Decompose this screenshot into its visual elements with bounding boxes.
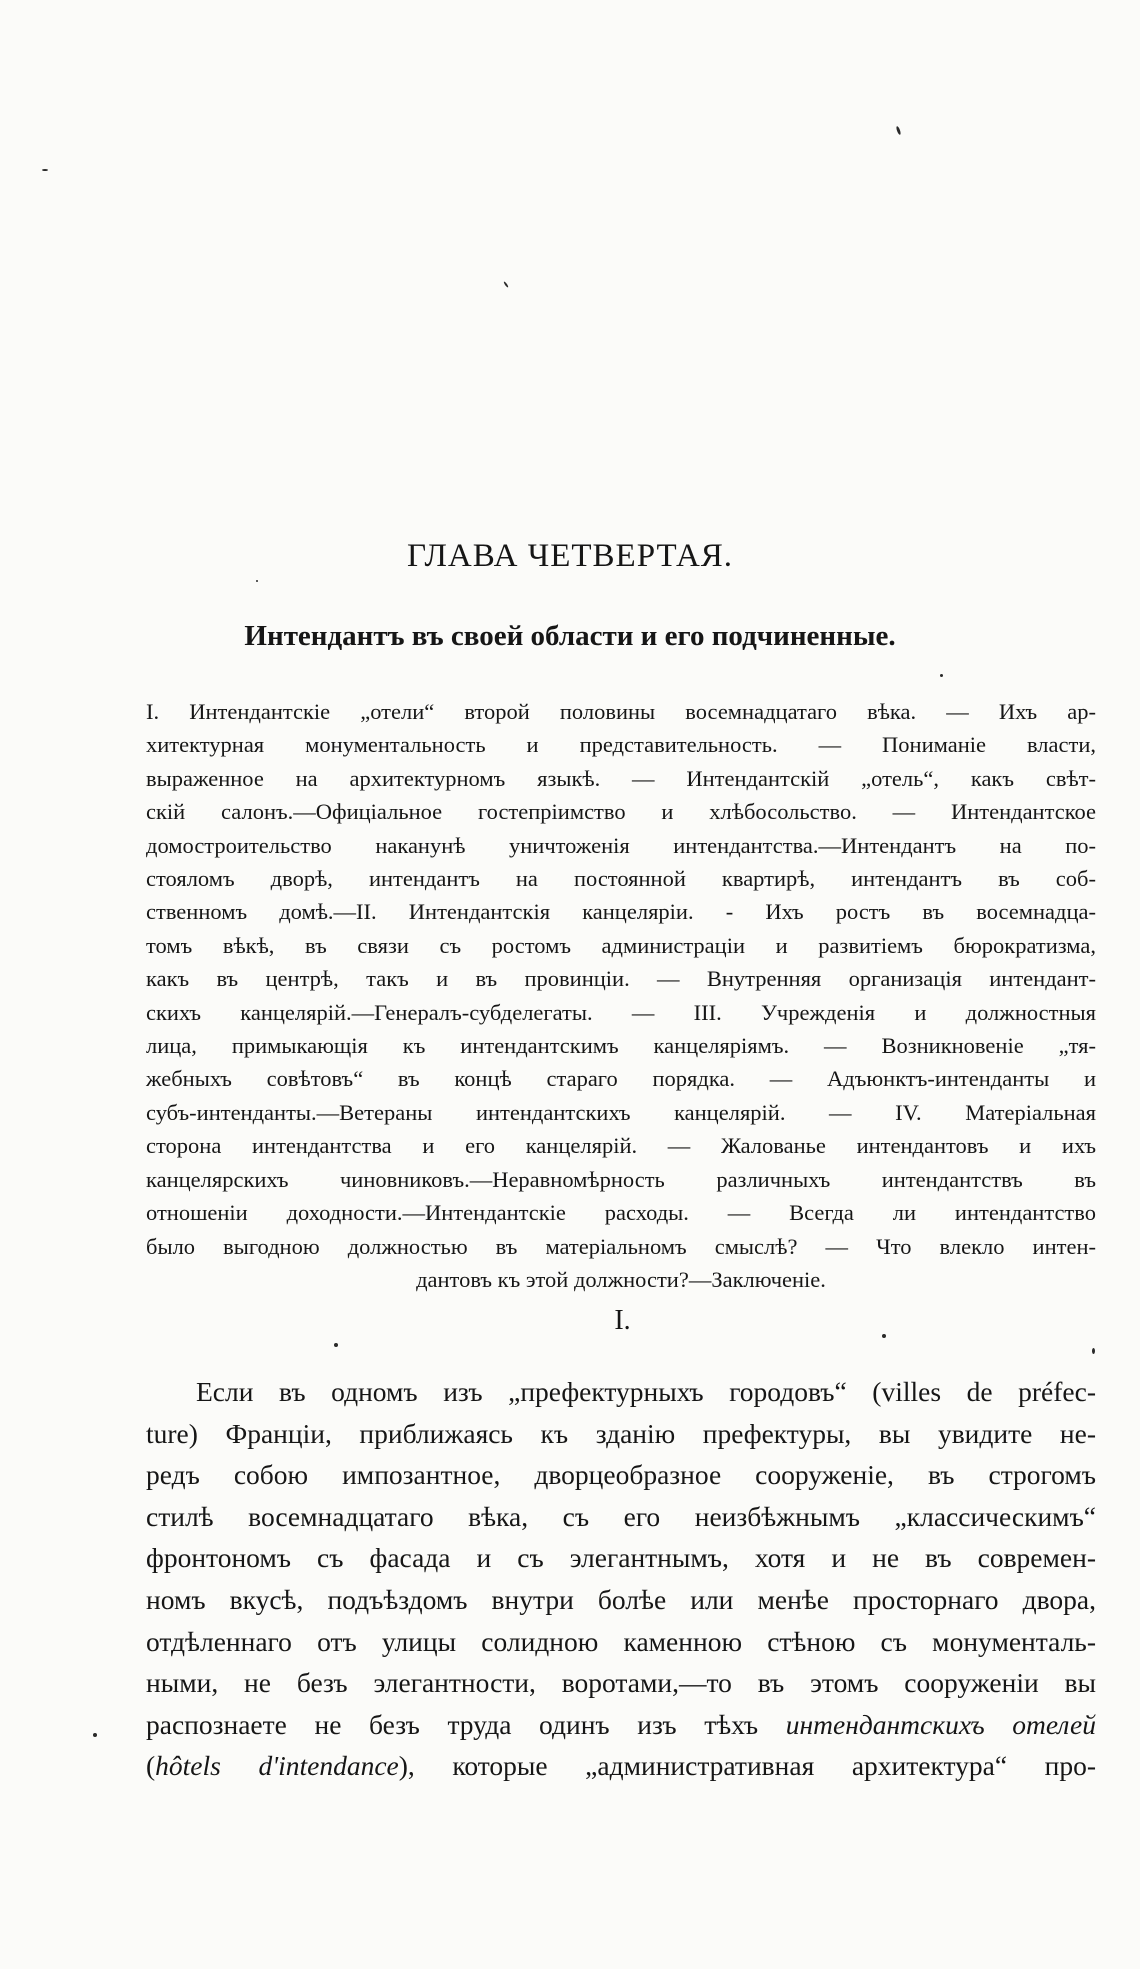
summary-line: дантовъ къ этой должности?—Заключеніе. [416, 1266, 826, 1292]
section-number: I. [614, 1305, 631, 1336]
body-text-run: ), которые „административная архитектура“ про- [398, 1750, 1097, 1782]
body-line: Если въ одномъ изъ „префектурныхъ городовъ“ (villes de préfec- [196, 1376, 1096, 1407]
scan-speck [334, 1343, 338, 1347]
body-text-run: распознаете не безъ труда одинъ изъ тѣхъ [146, 1708, 786, 1740]
body-line [146, 1745, 1096, 1787]
chapter-subtitle: Интендантъ въ своей области и его подчиненные. [244, 620, 896, 652]
summary-line: лица, примыкающія къ интендантскимъ канцеляріямъ. — Возникновеніе „тя- [146, 1033, 1096, 1059]
scan-speck [42, 169, 48, 171]
summary-line: выраженное на архитектурномъ языкѣ. — Интендантскій „отель“, какъ свѣт- [146, 765, 1096, 791]
summary-line: сторона интендантства и его канцелярій. — Жалованье интендантовъ и ихъ [146, 1133, 1096, 1159]
body-line: ными, не безъ элегантности, воротами,—то въ этомъ сооруженіи вы [146, 1667, 1096, 1699]
body-line: ture) Франціи, приближаясь къ зданію префектуры, вы увидите не- [146, 1417, 1096, 1449]
italic-term: hôtels d'intendance [155, 1750, 399, 1782]
body-line: номъ вкусѣ, подъѣздомъ внутри болѣе или менѣе просторнаго двора, [146, 1583, 1096, 1615]
scan-speck [896, 126, 902, 135]
scan-speck [93, 1733, 97, 1737]
chapter-title: ГЛАВА ЧЕТВЕРТАЯ. [406, 538, 734, 574]
summary-line: отношеніи доходности.—Интендантскіе расходы. — Всегда ли интендантство [146, 1200, 1096, 1226]
summary-line: домостроительство наканунѣ уничтоженія интендантства.—Интендантъ на по- [146, 832, 1096, 858]
body-line: фронтономъ съ фасада и съ элегантнымъ, хотя и не въ современ- [146, 1542, 1096, 1574]
body-paragraph [146, 1371, 1096, 1787]
summary-line: стояломъ дворѣ, интендантъ на постоянной квартирѣ, интендантъ въ соб- [146, 866, 1096, 892]
summary-line: I. Интендантскіе „отели“ второй половины восемнадцатаго вѣка. — Ихъ ар- [146, 699, 1096, 724]
scan-speck [940, 674, 943, 677]
body-line [146, 1704, 1096, 1746]
summary-line: канцелярскихъ чиновниковъ.—Неравномѣрность различныхъ интендантствъ въ [146, 1166, 1096, 1192]
summary-line: какъ въ центрѣ, такъ и въ провинціи. — Внутренняя организація интендант- [146, 966, 1096, 992]
body-line: редъ собою импозантное, дворцеобразное сооруженіе, въ строгомъ [146, 1459, 1096, 1491]
body-line: отдѣленнаго отъ улицы солидною каменною стѣною съ монументаль- [146, 1625, 1096, 1657]
summary-line: томъ вѣкѣ, въ связи съ ростомъ администраціи и развитіемъ бюрократизма, [146, 932, 1096, 958]
body-line: стилѣ восемнадцатаго вѣка, съ его неизбѣжнымъ „классическимъ“ [146, 1500, 1096, 1532]
summary-line: жебныхъ совѣтовъ“ въ концѣ стараго порядка. — Адъюнктъ-интенданты и [146, 1066, 1096, 1092]
summary-line: скихъ канцелярій.—Генералъ-субделегаты. — III. Учрежденія и должностныя [146, 999, 1096, 1025]
summary-line: ственномъ домѣ.—II. Интендантскія канцеляріи. - Ихъ ростъ въ восемнадца- [146, 899, 1096, 925]
summary-line: скій салонъ.—Офиціальное гостепріимство и хлѣбосольство. — Интендантское [146, 799, 1096, 825]
scan-speck [256, 580, 258, 582]
summary-line: было выгодною должностью въ матеріальномъ смыслѣ? — Что влекло интен- [146, 1233, 1096, 1259]
scan-speck [1092, 1348, 1095, 1354]
summary-line: хитектурная монументальность и представительность. — Пониманіе власти, [146, 732, 1096, 758]
scan-speck [503, 281, 509, 288]
chapter-summary [146, 695, 1096, 1296]
italic-term: интендантскихъ отелей [785, 1708, 1097, 1740]
summary-line: субъ-интенданты.—Ветераны интендантскихъ канцелярій. — IV. Матеріальная [146, 1099, 1096, 1125]
body-text-run: ( [146, 1750, 156, 1782]
